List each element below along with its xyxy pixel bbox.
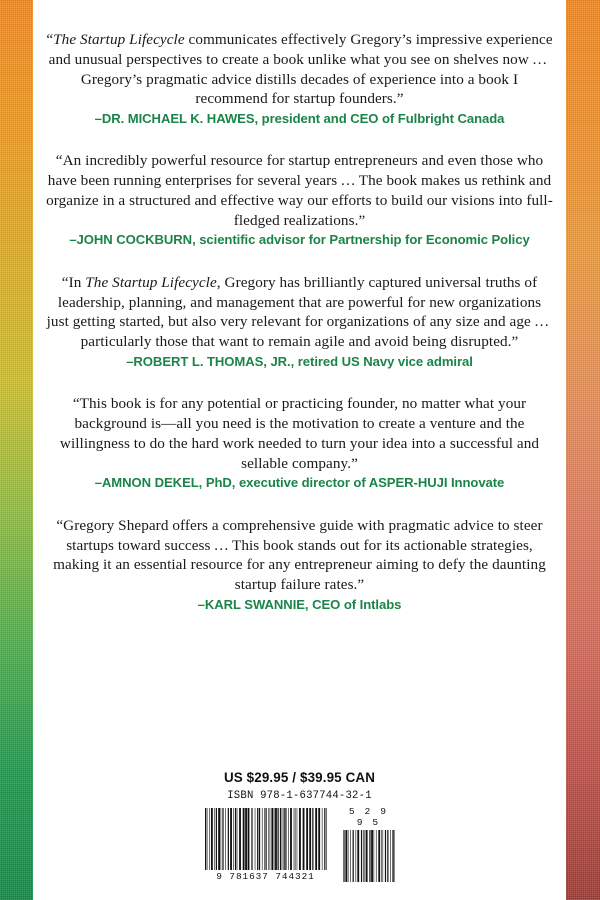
blurb-item — [45, 273, 554, 370]
blurb-item — [45, 516, 554, 613]
barcode-ean13 — [205, 808, 327, 882]
blurb-list — [33, 30, 566, 613]
blurb-item — [45, 151, 554, 248]
blurb-attribution: –ROBERT L. THOMAS, JR., retired US Navy vice admiral — [126, 353, 473, 369]
blurb-quote: “This book is for any potential or practicing founder, no matter what your background is—all you need is the motivation to create a venture and the willingness to do the hard work needed to turn your idea into a successful and sellable company.” — [59, 395, 540, 472]
blurb-quote: “In The Startup Lifecycle, Gregory has brilliantly captured universal truths of leadership, planning, and management that are powerful for new organizations just getting started, but also very relevant for organizations of any size and age … particularly those that want to remain agile and avoid being disrupted.” — [46, 273, 553, 351]
barcode-ean13-digits: 9 781637 744321 — [216, 871, 315, 882]
price-barcode-block — [33, 770, 566, 882]
left-gradient-bar — [0, 0, 33, 900]
barcode-addon — [343, 806, 395, 882]
barcode-group — [33, 806, 566, 882]
blurb-attribution: –AMNON DEKEL, PhD, executive director of ASPER-HUJI Innovate — [94, 475, 505, 491]
barcode-addon-bars — [343, 830, 395, 882]
blurb-item — [45, 394, 554, 491]
blurb-item — [45, 30, 554, 127]
barcode-ean13-bars — [205, 808, 327, 870]
blurb-attribution: –DR. MICHAEL K. HAWES, president and CEO of Fulbright Canada — [94, 111, 505, 126]
blurb-attribution: –JOHN COCKBURN, scientific advisor for Partnership for Economic Policy — [69, 232, 530, 248]
right-gradient-bar — [566, 0, 600, 900]
cover-content — [33, 0, 566, 900]
price-line: US $29.95 / $39.95 CAN — [223, 770, 376, 785]
blurb-quote: “The Startup Lifecycle communicates effectively Gregory’s impressive experience and unusual perspectives to create a book unlike what you see on shelves now … Gregory’s pragmatic advice distills decades of experience into a book I recommend for startup founders.” — [46, 31, 553, 108]
blurb-quote: “An incredibly powerful resource for startup entrepreneurs and even those who have been running enterprises for several years … The book makes us rethink and organize in a structured and effective way our efforts to build our visions into full-fledged realizations.” — [46, 152, 553, 229]
blurb-quote: “Gregory Shepard offers a comprehensive guide with pragmatic advice to steer startups toward success … This book stands out for its actionable strategies, making it an essential resource for any entrepreneur aiming to defy the daunting startup failure rates.” — [53, 516, 546, 594]
isbn-line: ISBN 978-1-637744-32-1 — [227, 790, 372, 802]
right-bar-texture — [566, 0, 600, 900]
barcode-addon-digits: 5 2 9 9 5 — [348, 806, 389, 828]
blurb-attribution: –KARL SWANNIE, CEO of Intlabs — [197, 596, 402, 612]
left-bar-texture — [0, 0, 33, 900]
